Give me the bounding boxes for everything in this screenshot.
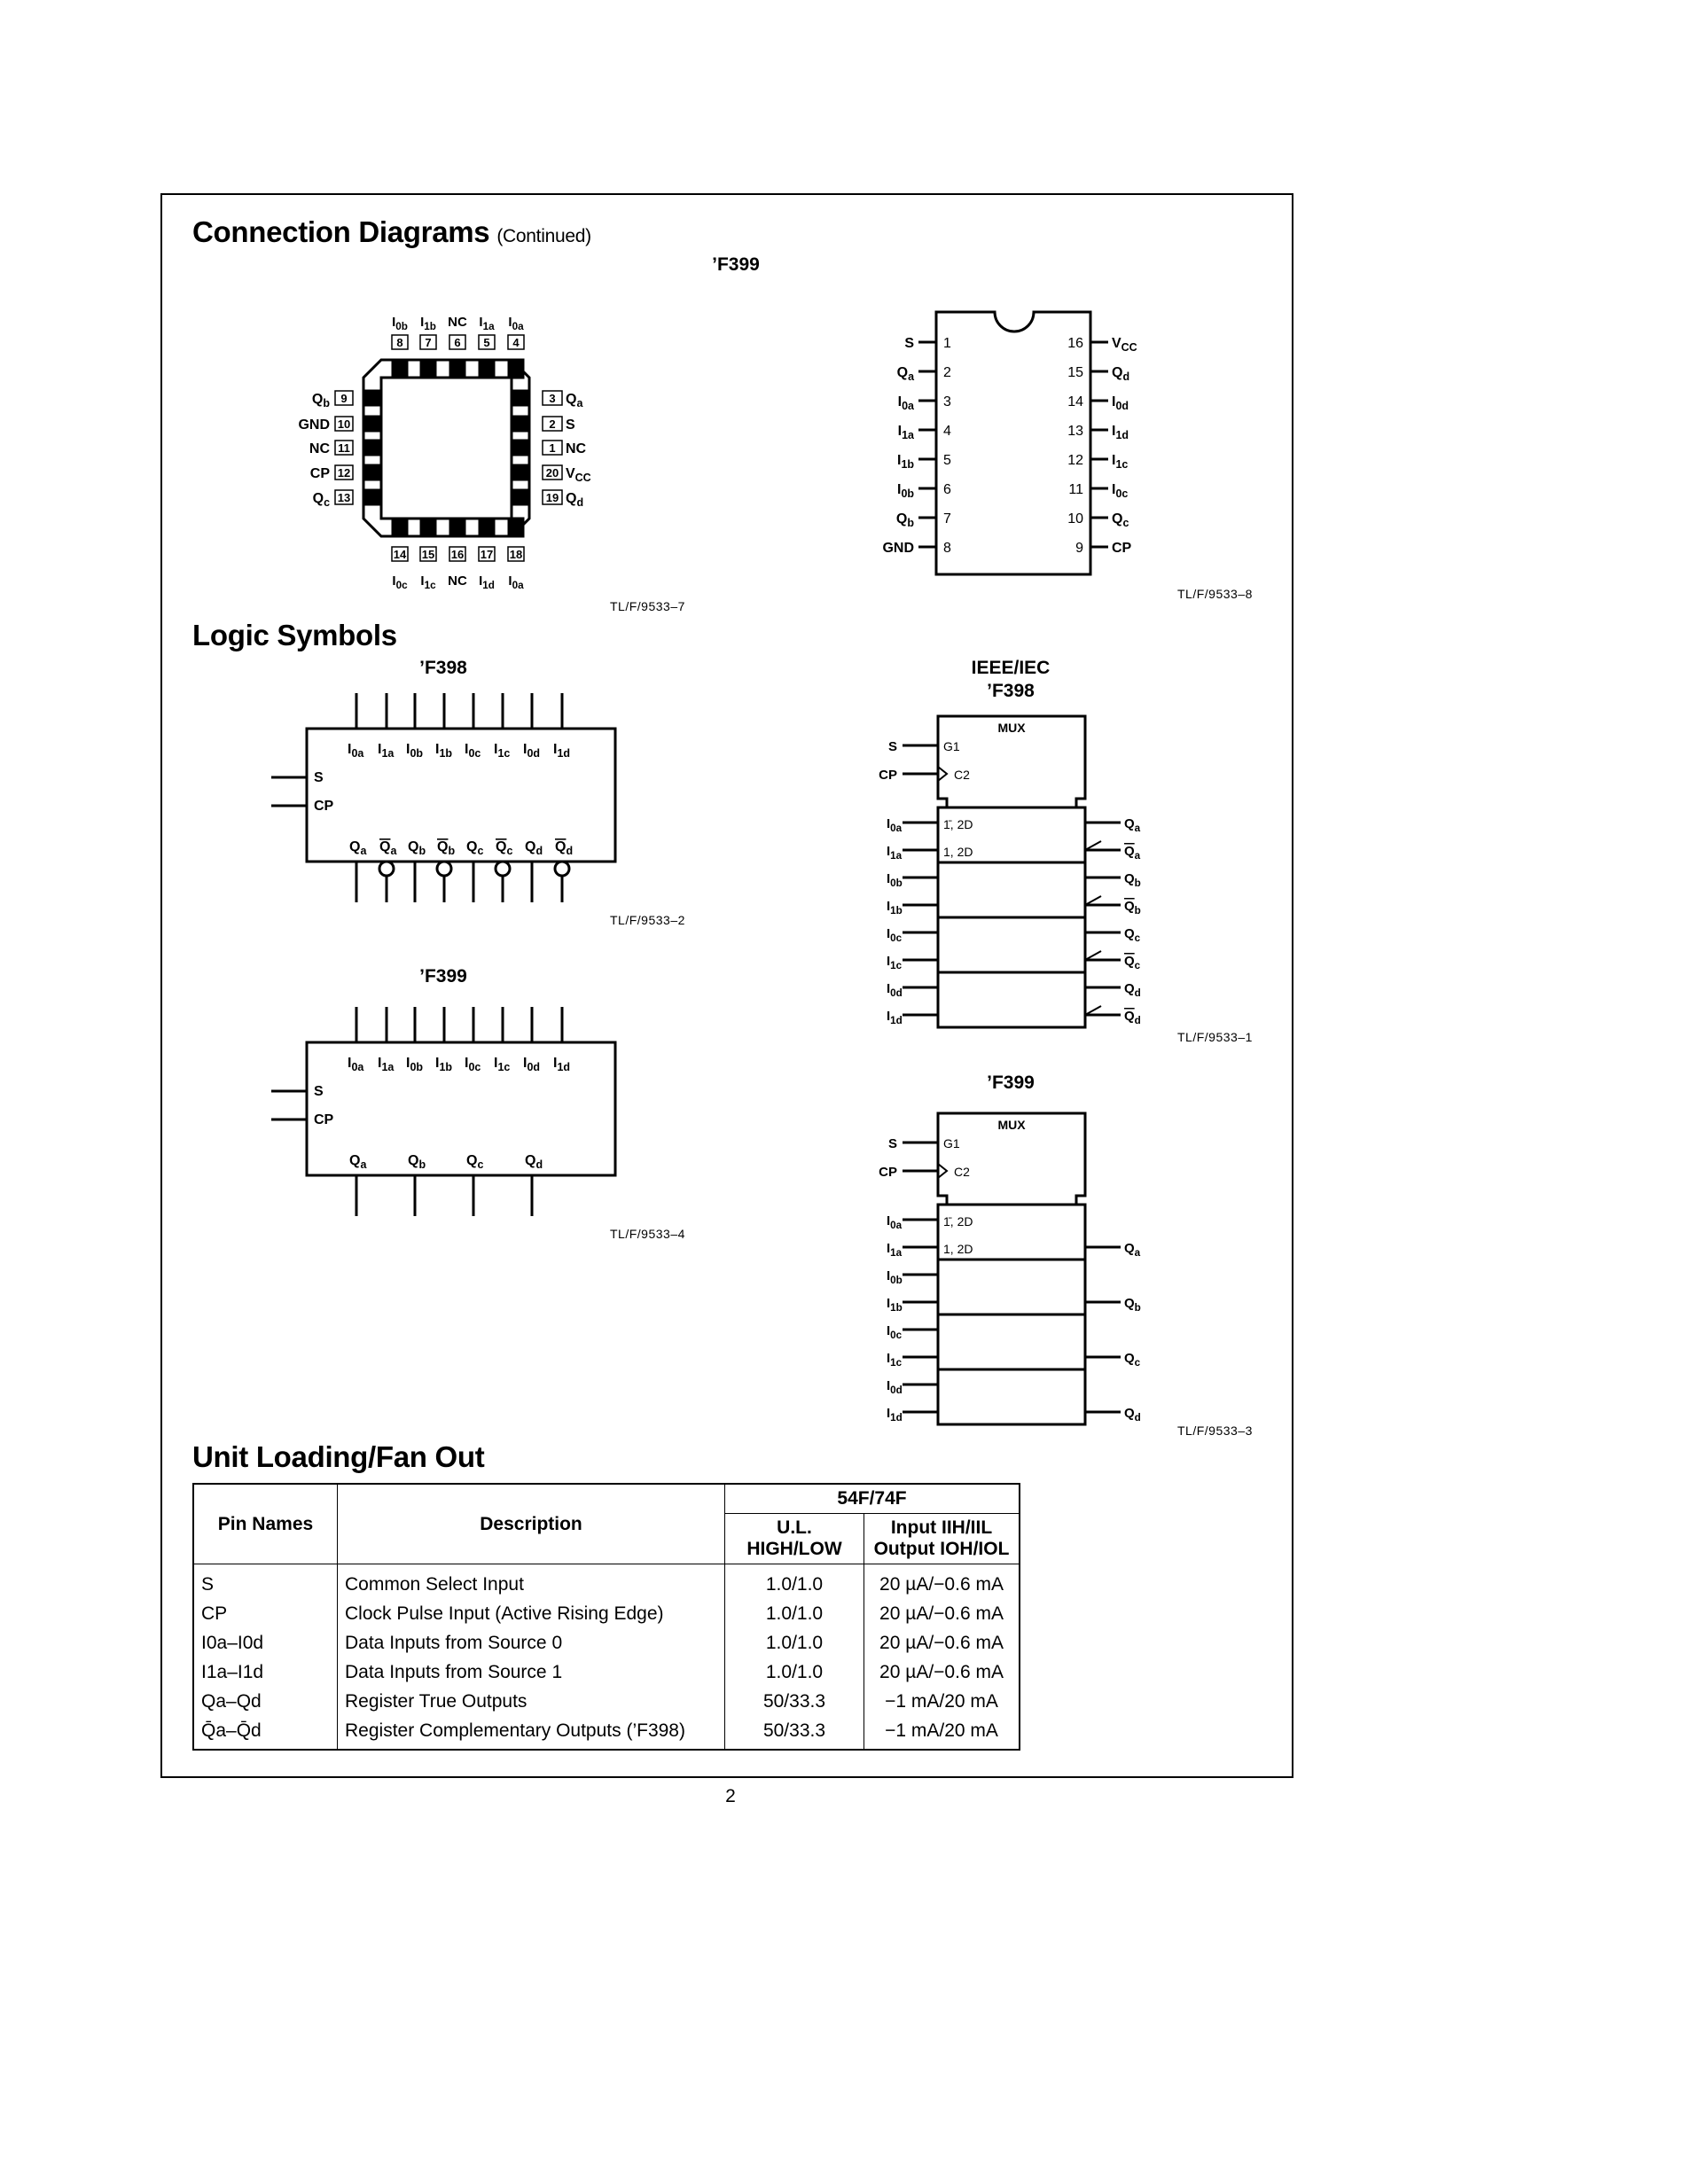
ieee-f398-g1-label: G1 <box>943 739 960 753</box>
plcc-pad <box>450 360 465 378</box>
f398-symbol-output-label: $Q_d$ <box>525 839 543 857</box>
heading-unit-loading: Unit Loading/Fan Out <box>192 1440 485 1473</box>
pin-cell: Qa–Qd <box>193 1687 338 1716</box>
pin-cell: I1a–I1d <box>193 1658 338 1687</box>
ieee-f398-output-label: $Q_a$ <box>1124 816 1141 834</box>
plcc-pad <box>512 465 529 480</box>
dip-pin-number: 1 <box>943 336 951 351</box>
dip-pin-name: $Q_d$ <box>1112 365 1130 383</box>
f398-symbol-input-label: $I_{0c}$ <box>465 742 481 760</box>
desc-cell: Data Inputs from Source 1 <box>338 1658 725 1687</box>
dip-pin-number: 4 <box>943 424 951 439</box>
plcc-pad <box>512 391 529 405</box>
ieee-f399-input-label: $I_{0d}$ <box>887 1378 903 1396</box>
dip-pin-name: $I_{0a}$ <box>897 394 914 412</box>
f399-symbol-input-label: $I_{1d}$ <box>553 1056 571 1073</box>
f399-symbol-input-label: $I_{1c}$ <box>494 1056 511 1073</box>
pin-cell: S <box>193 1564 338 1600</box>
desc-cell: Register Complementary Outputs (’F398) <box>338 1716 725 1750</box>
ieee-f399-c2-label: C2 <box>954 1165 970 1179</box>
f398-symbol-inversion-bubble <box>496 862 510 876</box>
plcc-pin-name: $I_{1a}$ <box>479 315 495 332</box>
ul-cell: 1.0/1.0 <box>725 1658 864 1687</box>
plcc-pin-number: 4 <box>512 336 520 349</box>
ieee-f399-s-label: S <box>887 1136 897 1151</box>
pin-cell: Q̄a–Q̄d <box>193 1716 338 1750</box>
dip-pin-name: $Q_c$ <box>1112 511 1129 529</box>
desc-cell: Common Select Input <box>338 1564 725 1600</box>
plcc-pin-number: 18 <box>509 548 523 561</box>
col-description: Description <box>338 1484 725 1564</box>
ieee-f399-input-label: $I_{0c}$ <box>887 1323 903 1341</box>
ul-cell: 50/33.3 <box>725 1716 864 1750</box>
desc-cell: Data Inputs from Source 0 <box>338 1628 725 1658</box>
plcc-pin-number: 3 <box>549 392 556 405</box>
f398-symbol-input-label: $I_{1d}$ <box>553 742 571 760</box>
ieee-f398-output-label: $Q_b$ <box>1124 899 1141 916</box>
f398-symbol-input-label: $I_{1a}$ <box>378 742 395 760</box>
plcc-pin-name: CP <box>309 466 330 481</box>
plcc-body <box>381 378 512 519</box>
ieee-f398-output-label: $Q_d$ <box>1124 1009 1141 1026</box>
dip-pin-name: $I_{1c}$ <box>1112 453 1129 471</box>
f398-symbol-inversion-bubble <box>555 862 569 876</box>
heading-connection-diagrams: Connection Diagrams (Continued) <box>192 215 591 248</box>
plcc-pad <box>512 441 529 455</box>
f398-symbol-input-label: $I_{0b}$ <box>406 742 424 760</box>
plcc-pin-number: 2 <box>549 417 556 431</box>
f398-symbol-output-label: $Q_d$ <box>555 839 574 857</box>
plcc-pin-number: 20 <box>545 466 559 480</box>
plcc-pad <box>421 519 435 536</box>
ieee-f399-data-cell <box>938 1260 1085 1314</box>
plcc-pin-name: $Q_b$ <box>311 392 330 410</box>
f399-symbol-input-label: $I_{0c}$ <box>465 1056 481 1073</box>
io-cell: 20 µA/−0.6 mA <box>864 1628 1020 1658</box>
ieee-f399-output-label: $Q_c$ <box>1124 1351 1141 1369</box>
ieee-f398-input-label: $I_{1c}$ <box>887 954 903 971</box>
plcc-pin-name: $I_{1c}$ <box>420 573 436 591</box>
f399-symbol-input-label: $I_{1a}$ <box>378 1056 395 1073</box>
ieee-f398-input-label: $I_{1d}$ <box>887 1009 903 1026</box>
dip-pin-name: GND <box>882 541 914 556</box>
desc-cell: Register True Outputs <box>338 1687 725 1716</box>
ref-9533-8: TL/F/9533–8 <box>1177 587 1253 601</box>
plcc-pin-name: $I_{0c}$ <box>392 573 408 591</box>
heading-logic-symbols: Logic Symbols <box>192 619 397 651</box>
plcc-pin-name: $I_{0b}$ <box>392 315 408 332</box>
f398-symbol-output-label: $Q_b$ <box>408 839 426 857</box>
plcc-outline <box>363 360 529 536</box>
plcc-pad <box>480 519 494 536</box>
plcc-pin-number: 14 <box>393 548 407 561</box>
plcc-pin-number: 10 <box>337 417 351 431</box>
ieee-f398-d2-label: 1, 2D <box>943 845 973 859</box>
f398-symbol-output-label: $Q_c$ <box>496 839 513 857</box>
plcc-pin-name: $I_{1d}$ <box>479 573 495 591</box>
plcc-pin-number: 19 <box>545 491 559 504</box>
dip-pin-name: S <box>904 336 914 351</box>
dip-body <box>936 312 1090 574</box>
plcc-pin-name: $V_{CC}$ <box>566 466 591 484</box>
ul-cell: 1.0/1.0 <box>725 1628 864 1658</box>
ieee-f398-input-label: $I_{1a}$ <box>887 844 903 862</box>
ref-9533-1: TL/F/9533–1 <box>1177 1030 1253 1044</box>
dip-pin-number: 10 <box>1067 511 1083 526</box>
ieee-f399-data-cell <box>938 1314 1085 1369</box>
plcc-pin-number: 7 <box>425 336 432 349</box>
plcc-pin-name: $I_{0a}$ <box>508 573 524 591</box>
plcc-pin-name: GND <box>298 417 330 433</box>
dip-pin-number: 8 <box>943 541 951 556</box>
heading-continued: (Continued) <box>496 226 591 246</box>
ieee-f399-input-label: $I_{1a}$ <box>887 1241 903 1259</box>
ieee-f398-data-cell <box>938 972 1085 1027</box>
plcc-pin-number: 12 <box>337 466 351 480</box>
ieee-f398-mux-label: MUX <box>997 721 1026 735</box>
f398-symbol-output-label: $Q_a$ <box>379 839 397 857</box>
ieee-f398-input-label: $I_{0a}$ <box>887 816 903 834</box>
dip-pin-number: 11 <box>1068 482 1083 497</box>
plcc-pad <box>363 490 381 504</box>
ieee-f399-cp-label: CP <box>879 1165 897 1180</box>
ieee-f398-input-label: $I_{0b}$ <box>887 871 903 889</box>
plcc-pad <box>393 519 407 536</box>
pin-cell: I0a–I0d <box>193 1628 338 1658</box>
table-row <box>193 1628 1020 1658</box>
plcc-pin-number: 1 <box>549 441 556 455</box>
dip-pin-number: 6 <box>943 482 951 497</box>
f398-symbol-output-label: $Q_a$ <box>349 839 367 857</box>
label-ieee-f398: ’F398 <box>987 681 1035 701</box>
col-input-output: Input IIH/IIL Output IOH/IOL <box>864 1514 1020 1564</box>
f398-symbol-inversion-bubble <box>379 862 394 876</box>
plcc-pin-name: NC <box>566 441 587 456</box>
dip-pin-number: 9 <box>1075 541 1083 556</box>
ieee-f399-mux-label: MUX <box>997 1118 1026 1132</box>
f399-symbol-input-label: $I_{0b}$ <box>406 1056 424 1073</box>
ieee-f398-data-cell <box>938 917 1085 972</box>
ieee-f399-d2-label: 1, 2D <box>943 1242 973 1256</box>
col-family: 54F/74F <box>725 1484 1020 1514</box>
dip-pin-name: CP <box>1112 541 1132 556</box>
f399-symbol-output-label: $Q_a$ <box>349 1153 367 1171</box>
f398-symbol-input-label: $I_{0a}$ <box>348 742 364 760</box>
ieee-f399-input-label: $I_{0a}$ <box>887 1213 903 1231</box>
plcc-pad <box>509 360 523 378</box>
col-pin-names: Pin Names <box>193 1484 338 1564</box>
ieee-f399-output-label: $Q_d$ <box>1124 1406 1141 1424</box>
dip-pin-name: $I_{1b}$ <box>896 453 914 471</box>
ieee-f398-output-label: $Q_a$ <box>1124 844 1141 862</box>
io-cell: 20 µA/−0.6 mA <box>864 1564 1020 1600</box>
plcc-pin-name: $Q_d$ <box>566 491 584 509</box>
table-row <box>193 1716 1020 1750</box>
plcc-pin-number: 6 <box>454 336 461 349</box>
plcc-pad <box>363 465 381 480</box>
ul-cell: 1.0/1.0 <box>725 1599 864 1628</box>
ieee-f398-input-label: $I_{1b}$ <box>887 899 903 916</box>
io-cell: −1 mA/20 mA <box>864 1687 1020 1716</box>
ul-cell: 1.0/1.0 <box>725 1564 864 1600</box>
plcc-pin-number: 8 <box>396 336 403 349</box>
plcc-pad <box>480 360 494 378</box>
plcc-pin-name: $Q_c$ <box>312 491 330 509</box>
plcc-pad <box>363 441 381 455</box>
f399-symbol-input-label: $I_{1b}$ <box>435 1056 453 1073</box>
ref-9533-4: TL/F/9533–4 <box>610 1227 685 1241</box>
label-f399-connection: ’F399 <box>712 254 760 275</box>
plcc-pin-number: 13 <box>337 491 351 504</box>
f398-symbol-output-label: $Q_b$ <box>437 839 456 857</box>
ieee-f399-output-label: $Q_b$ <box>1124 1296 1141 1314</box>
ieee-f398-output-label: $Q_d$ <box>1124 981 1141 999</box>
ieee-f399-input-label: $I_{1b}$ <box>887 1296 903 1314</box>
plcc-pad <box>512 490 529 504</box>
ieee-f399-input-label: $I_{1d}$ <box>887 1406 903 1424</box>
dip-pin-number: 13 <box>1067 424 1083 439</box>
ieee-f399-output-label: $Q_a$ <box>1124 1241 1141 1259</box>
label-ieee-f399: ’F399 <box>987 1072 1035 1093</box>
plcc-pad <box>509 519 523 536</box>
f398-symbol-input-label: $I_{1b}$ <box>435 742 453 760</box>
plcc-pin-number: 17 <box>480 548 494 561</box>
ieee-f398-data-cell <box>938 862 1085 917</box>
plcc-pin-name: NC <box>448 315 467 330</box>
plcc-pad <box>363 417 381 431</box>
f399-symbol-output-label: $Q_b$ <box>408 1153 426 1171</box>
ieee-f399-input-label: $I_{0b}$ <box>887 1268 903 1286</box>
plcc-pad <box>421 360 435 378</box>
ieee-f398-c2-label: C2 <box>954 768 970 782</box>
ieee-f398-cp-label: CP <box>879 768 897 783</box>
f398-symbol-cp-label: CP <box>314 799 334 814</box>
page-number: 2 <box>725 1786 736 1806</box>
io-cell: 20 µA/−0.6 mA <box>864 1599 1020 1628</box>
table-row <box>193 1687 1020 1716</box>
table-row <box>193 1564 1020 1600</box>
plcc-pad <box>363 391 381 405</box>
table-row <box>193 1658 1020 1687</box>
plcc-pad <box>393 360 407 378</box>
ref-9533-7: TL/F/9533–7 <box>610 599 685 613</box>
dip-pin-name: $Q_a$ <box>896 365 914 383</box>
dip-pin-number: 5 <box>943 453 951 468</box>
dip-pin-number: 3 <box>943 394 951 410</box>
f399-symbol-output-label: $Q_d$ <box>525 1153 543 1171</box>
plcc-pin-number: 11 <box>338 441 350 455</box>
ieee-f398-output-label: $Q_c$ <box>1124 954 1141 971</box>
dip-pin-name: $I_{1a}$ <box>897 424 914 441</box>
f398-symbol-output-label: $Q_c$ <box>466 839 484 857</box>
ieee-f399-d1-label: 1̄, 2D <box>943 1214 973 1228</box>
f399-symbol-s-label: S <box>314 1084 324 1099</box>
plcc-pin-number: 5 <box>483 336 490 349</box>
ieee-f398-input-label: $I_{0d}$ <box>887 981 903 999</box>
plcc-pin-name: $I_{0a}$ <box>508 315 524 332</box>
plcc-pin-name: $I_{1b}$ <box>420 315 436 332</box>
dip-pin-name: $I_{1d}$ <box>1112 424 1129 441</box>
plcc-pin-number: 15 <box>421 548 435 561</box>
dip-pin-name: $I_{0d}$ <box>1112 394 1129 412</box>
desc-cell: Clock Pulse Input (Active Rising Edge) <box>338 1599 725 1628</box>
f399-symbol-cp-label: CP <box>314 1112 334 1127</box>
f399-symbol-input-label: $I_{0d}$ <box>523 1056 541 1073</box>
plcc-pin-name: NC <box>448 573 467 589</box>
dip-pin-number: 12 <box>1067 453 1083 468</box>
ieee-f398-output-label: $Q_b$ <box>1124 871 1141 889</box>
dip-pin-name: $Q_b$ <box>895 511 914 529</box>
unit-loading-table <box>192 1483 1020 1751</box>
ieee-f398-s-label: S <box>887 739 897 754</box>
f399-symbol-input-label: $I_{0a}$ <box>348 1056 364 1073</box>
f398-symbol-inversion-bubble <box>437 862 451 876</box>
ul-cell: 50/33.3 <box>725 1687 864 1716</box>
ieee-f399-input-label: $I_{1c}$ <box>887 1351 903 1369</box>
dip-pin-number: 7 <box>943 511 951 526</box>
ieee-f398-input-label: $I_{0c}$ <box>887 926 903 944</box>
dip-pin-name: $I_{0c}$ <box>1112 482 1129 500</box>
label-f399-logic: ’F399 <box>419 966 467 987</box>
ieee-f398-d1-label: 1̄, 2D <box>943 817 973 831</box>
f398-symbol-input-label: $I_{1c}$ <box>494 742 511 760</box>
plcc-pad <box>450 519 465 536</box>
dip-pin-number: 15 <box>1067 365 1083 380</box>
f398-symbol-s-label: S <box>314 770 324 785</box>
ref-9533-2: TL/F/9533–2 <box>610 913 685 927</box>
f398-symbol-input-label: $I_{0d}$ <box>523 742 541 760</box>
f399-symbol-output-label: $Q_c$ <box>466 1153 484 1171</box>
plcc-pad <box>512 417 529 431</box>
table-row <box>193 1599 1020 1628</box>
col-ul: U.L. HIGH/LOW <box>725 1514 864 1564</box>
io-cell: 20 µA/−0.6 mA <box>864 1658 1020 1687</box>
ieee-f399-data-cell <box>938 1369 1085 1424</box>
dip-pin-number: 16 <box>1067 336 1083 351</box>
plcc-pin-number: 9 <box>340 392 348 405</box>
plcc-pin-name: S <box>566 417 575 433</box>
label-ieee-iec: IEEE/IEC <box>971 658 1051 678</box>
dip-pin-number: 2 <box>943 365 951 380</box>
ieee-f398-output-label: $Q_c$ <box>1124 926 1141 944</box>
plcc-pin-name: NC <box>309 441 330 456</box>
plcc-pin-number: 16 <box>450 548 465 561</box>
ref-9533-3: TL/F/9533–3 <box>1177 1424 1253 1438</box>
dip-pin-name: $I_{0b}$ <box>896 482 914 500</box>
label-f398-logic: ’F398 <box>419 658 467 678</box>
plcc-pin-name: $Q_a$ <box>566 392 583 410</box>
pin-cell: CP <box>193 1599 338 1628</box>
io-cell: −1 mA/20 mA <box>864 1716 1020 1750</box>
ieee-f399-g1-label: G1 <box>943 1136 960 1150</box>
dip-pin-number: 14 <box>1067 394 1083 410</box>
dip-pin-name: $V_{CC}$ <box>1112 336 1137 354</box>
